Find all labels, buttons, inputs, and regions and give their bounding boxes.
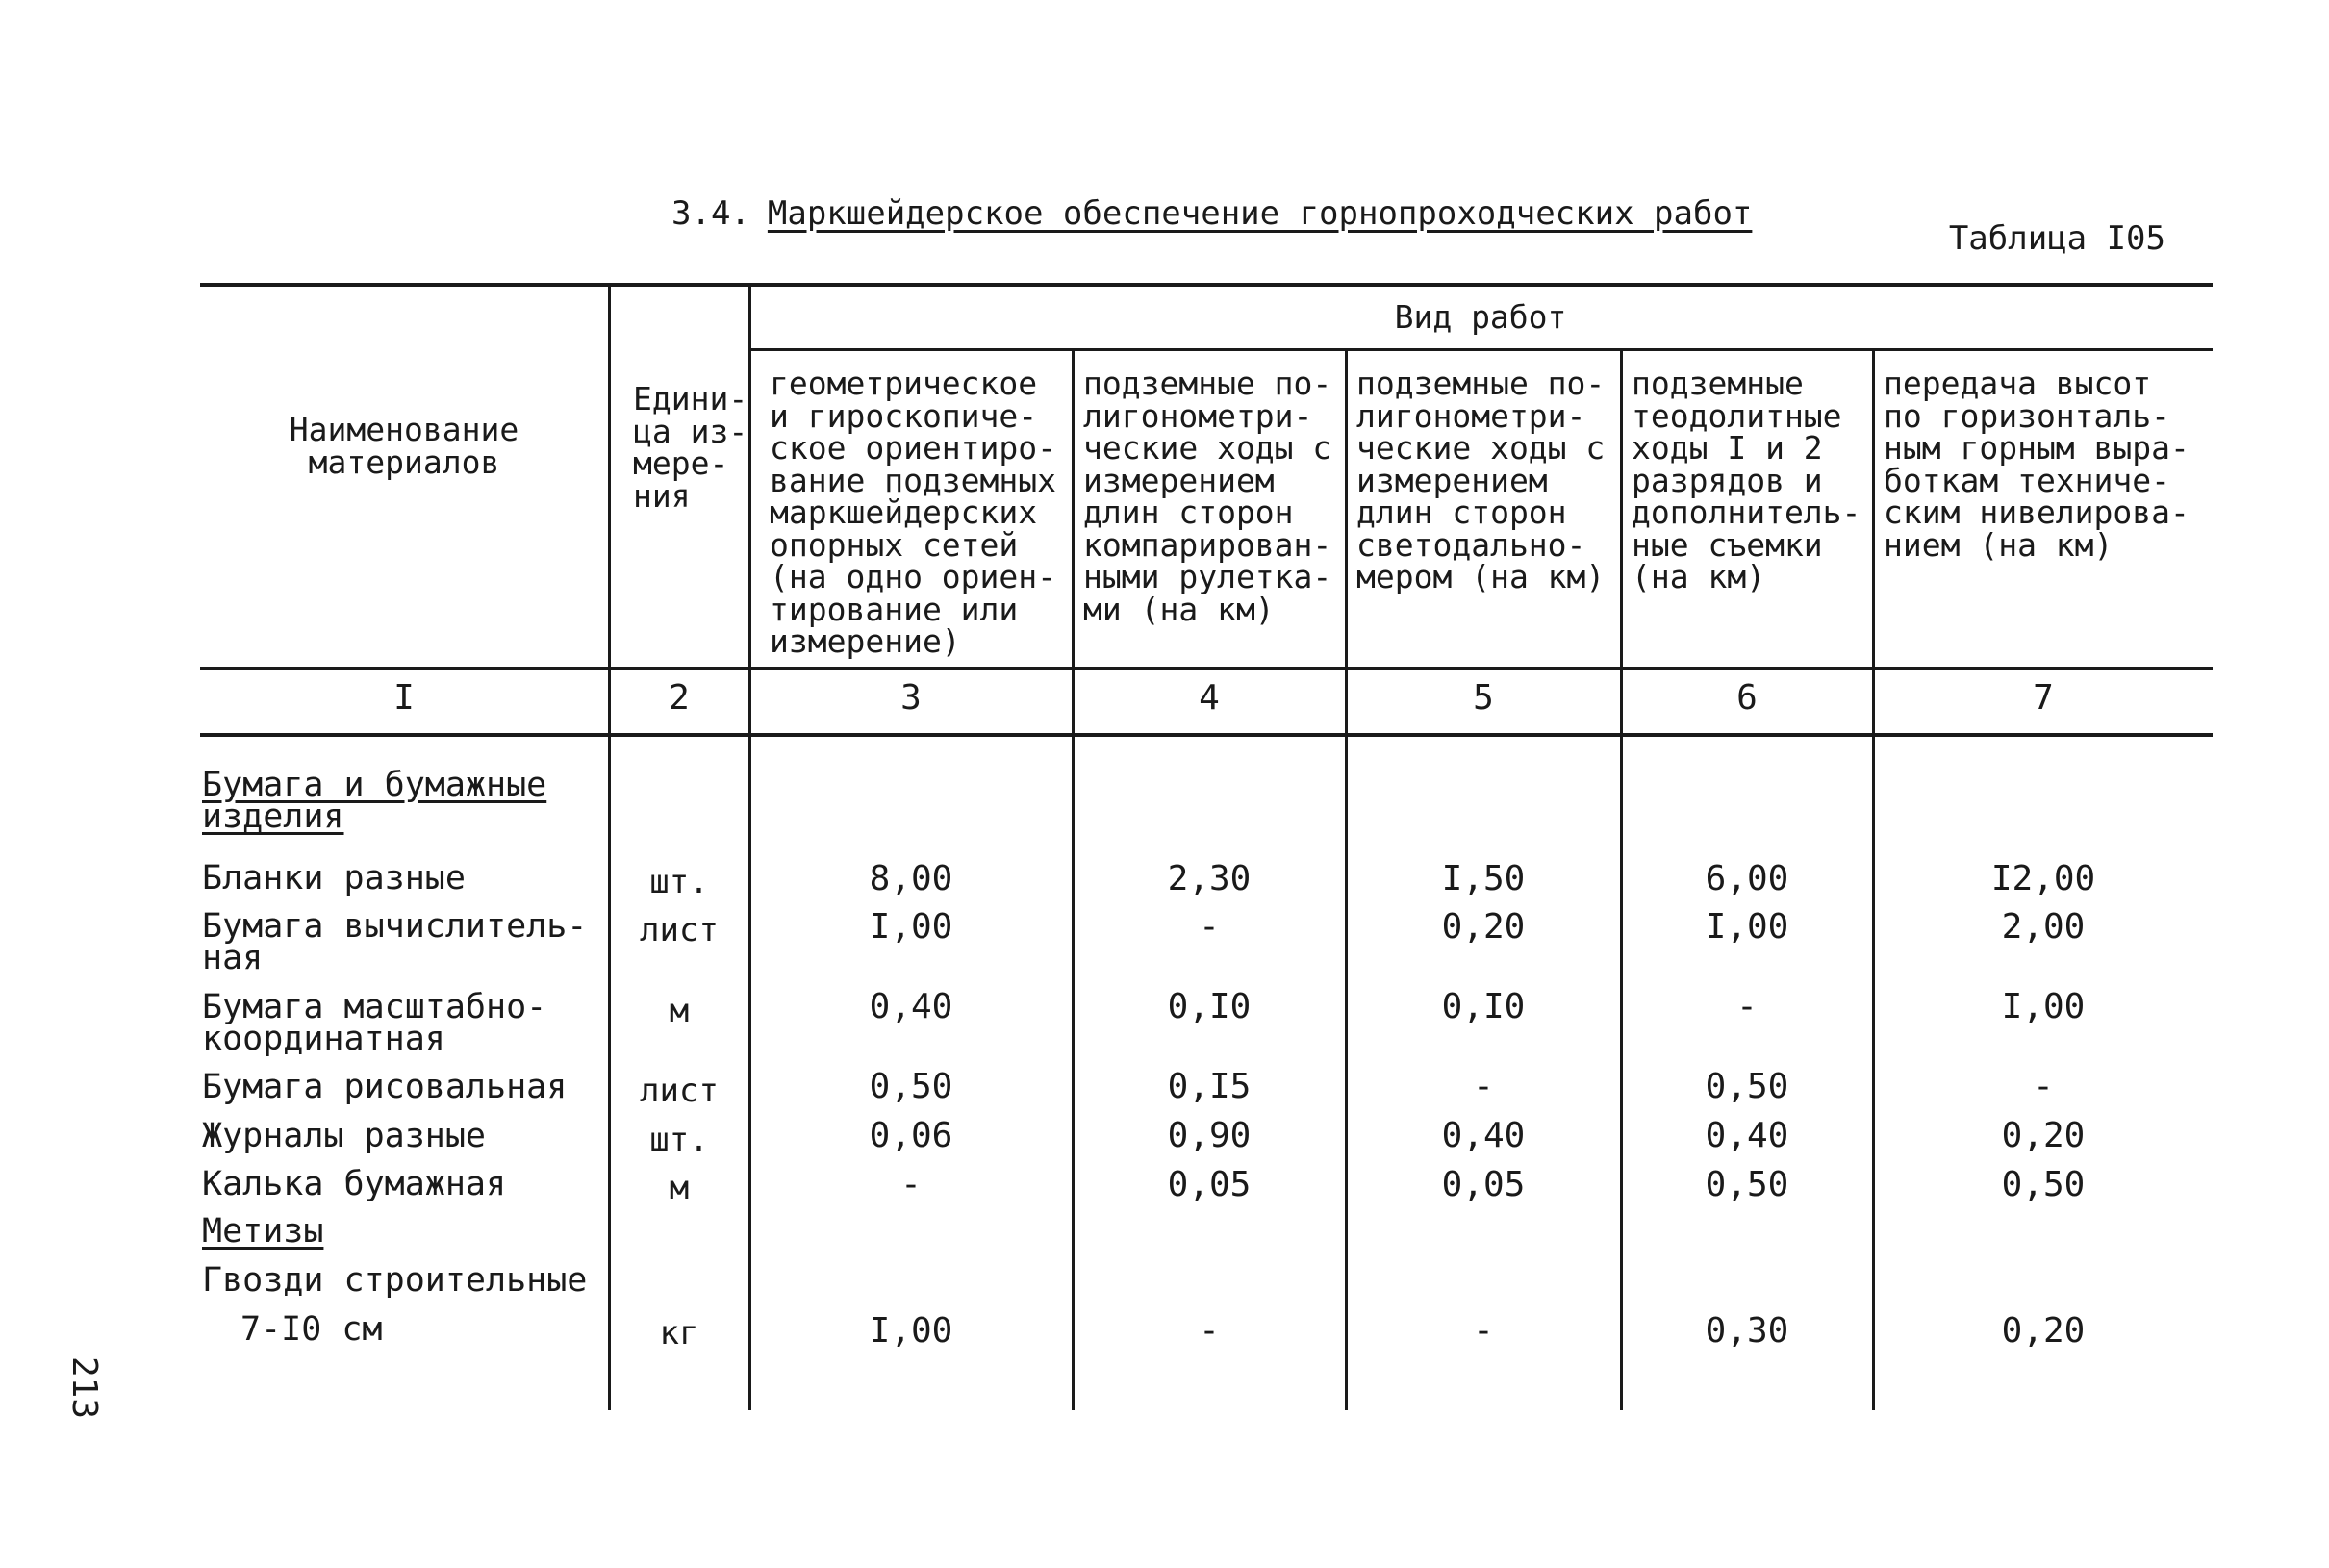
rule-header-bottom xyxy=(200,667,2213,670)
cell-value: - xyxy=(1473,1311,1494,1351)
header-col-7: передача высот по горизонталь- ным горным выра- боткам техниче- ским нивелирова- нием (на км) xyxy=(1884,365,2190,564)
row-unit: кг xyxy=(659,1314,699,1353)
row-name: Бумага масштабно- координатная xyxy=(202,988,547,1058)
header-col-3: геометрическое и гироскопиче- ское ориентиро- вание подземных маркшейдерских опорных сетей (на одно ориен- тирование или измерение) xyxy=(770,365,1057,660)
cell-value: - xyxy=(900,1165,922,1204)
cell-value: 0,05 xyxy=(1441,1165,1526,1204)
cell-value: I,00 xyxy=(869,907,953,947)
cell-value: I,00 xyxy=(2001,987,2086,1026)
table-label: Таблица I05 xyxy=(1948,219,2165,258)
column-number: 3 xyxy=(900,678,922,718)
vline-2 xyxy=(748,285,751,1410)
rule-top xyxy=(200,283,2213,287)
row-name: Журналы разные xyxy=(202,1117,487,1155)
column-number: 2 xyxy=(669,678,690,718)
cell-value: - xyxy=(1199,1311,1220,1351)
cell-value: 0,05 xyxy=(1167,1165,1252,1204)
section-number: 3.4. xyxy=(671,194,750,233)
rule-group xyxy=(748,348,2213,351)
row-unit: лист xyxy=(640,1072,719,1110)
row-unit: шт. xyxy=(649,1121,709,1159)
cell-value: 2,00 xyxy=(2001,907,2086,947)
header-materials: Наименование материалов xyxy=(289,411,519,481)
row-unit: м xyxy=(669,1169,690,1207)
cell-value: I,00 xyxy=(1705,907,1789,947)
header-work-type: Вид работ xyxy=(1394,298,1567,336)
cell-value: 0,I0 xyxy=(1167,987,1252,1026)
row-unit: шт. xyxy=(649,863,709,901)
header-unit: Едини- ца из- мере- ния xyxy=(633,380,748,515)
column-number: 4 xyxy=(1199,678,1220,718)
row-name: Калька бумажная xyxy=(202,1165,507,1203)
cell-value: - xyxy=(2033,1067,2054,1106)
section-title xyxy=(671,194,1752,233)
header-col-4: подземные по- лигонометри- ческие ходы с измерением длин сторон компарирован- ными рулетка- ми (на км) xyxy=(1083,365,1332,628)
section-heading-paper: Бумага и бумажные изделия xyxy=(202,766,547,836)
column-number: 5 xyxy=(1473,678,1494,718)
column-number: 7 xyxy=(2033,678,2054,718)
row-name: Бумага рисовальная xyxy=(202,1068,568,1106)
cell-value: 0,40 xyxy=(1441,1116,1526,1155)
cell-value: I,50 xyxy=(1441,859,1526,898)
header-col-6: подземные теодолитные ходы I и 2 разрядов и дополнитель- ные съемки (на км) xyxy=(1632,365,1861,595)
cell-value: - xyxy=(1473,1067,1494,1106)
row-name: Гвозди строительные xyxy=(202,1261,588,1300)
cell-value: 0,20 xyxy=(1441,907,1526,947)
column-number: I xyxy=(393,678,415,718)
cell-value: 6,00 xyxy=(1705,859,1789,898)
rule-colnums-bottom xyxy=(200,733,2213,737)
column-number: 6 xyxy=(1736,678,1758,718)
header-col-5: подземные по- лигонометри- ческие ходы с измерением длин сторон светодально- мером (на км) xyxy=(1356,365,1606,595)
cell-value: 0,20 xyxy=(2001,1311,2086,1351)
cell-value: - xyxy=(1199,907,1220,947)
cell-value: - xyxy=(1736,987,1758,1026)
cell-value: 0,50 xyxy=(869,1067,953,1106)
section-title-text: Маркшейдерское обеспечение горнопроходческих работ xyxy=(767,194,1753,233)
cell-value: 0,40 xyxy=(1705,1116,1789,1155)
cell-value: 8,00 xyxy=(869,859,953,898)
cell-value: 0,06 xyxy=(869,1116,953,1155)
row-name: Бумага вычислитель- ная xyxy=(202,907,588,977)
section-heading-hardware: Метизы xyxy=(202,1212,324,1251)
vline-1 xyxy=(608,285,611,1410)
cell-value: 0,50 xyxy=(2001,1165,2086,1204)
cell-value: 0,50 xyxy=(1705,1165,1789,1204)
cell-value: 0,90 xyxy=(1167,1116,1252,1155)
cell-value: 0,40 xyxy=(869,987,953,1026)
cell-value: I,00 xyxy=(869,1311,953,1351)
row-unit: лист xyxy=(640,911,719,949)
cell-value: I2,00 xyxy=(1990,859,2096,898)
row-unit: м xyxy=(669,992,690,1030)
cell-value: 0,I5 xyxy=(1167,1067,1252,1106)
row-name-continued: 7-I0 см xyxy=(240,1310,383,1349)
cell-value: 2,30 xyxy=(1167,859,1252,898)
row-name: Бланки разные xyxy=(202,859,466,898)
cell-value: 0,20 xyxy=(2001,1116,2086,1155)
cell-value: 0,30 xyxy=(1705,1311,1789,1351)
cell-value: 0,50 xyxy=(1705,1067,1789,1106)
cell-value: 0,I0 xyxy=(1441,987,1526,1026)
page-number: 213 xyxy=(64,1356,104,1420)
